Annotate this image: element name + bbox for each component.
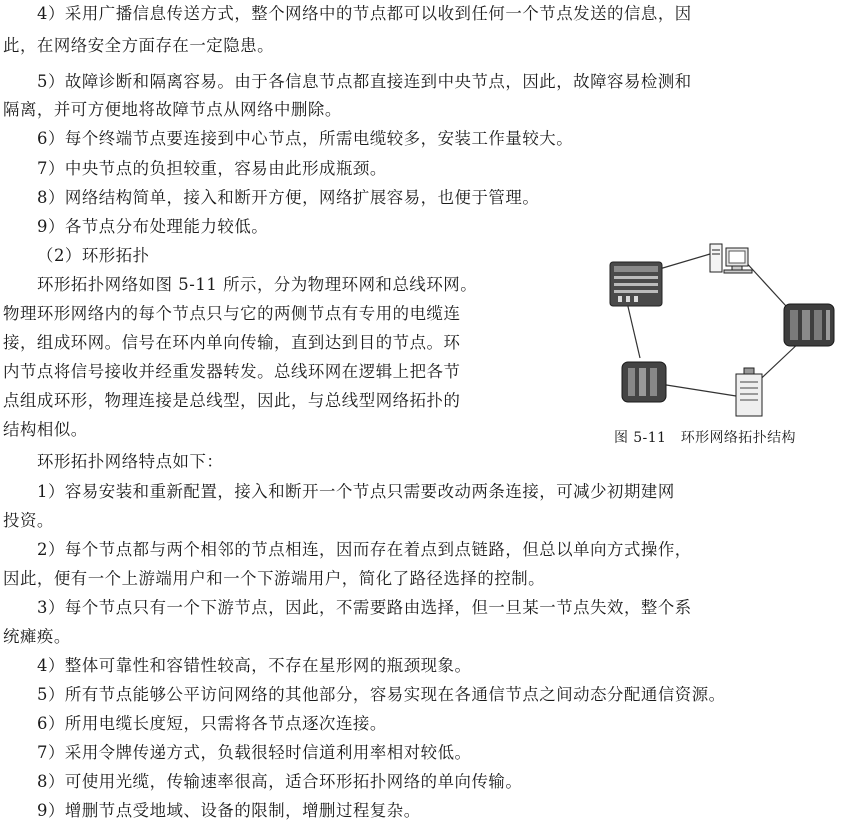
bottom-line-13: 9）增删节点受地域、设备的限制，增删过程复杂。: [37, 801, 421, 820]
ring-line-1: 环形拓扑网络如图 5-11 所示，分为物理环网和总线环网。: [37, 275, 478, 294]
bottom-line-6: 3）每个节点只有一个下游节点，因此，不需要路由选择，但一旦某一节点失效，整个系: [37, 598, 692, 617]
storage-rack-icon: [622, 362, 666, 402]
ring-line-2: 物理环形网络内的每个节点只与它的两侧节点有专用的电缆连: [3, 304, 461, 323]
bottom-line-8: 4）整体可靠性和容错性较高，不存在星形网的瓶颈现象。: [37, 656, 472, 675]
top-line-5: 6）每个终端节点要连接到中心节点，所需电缆较多，安装工作量较大。: [37, 129, 574, 148]
bottom-line-2: 1）容易安装和重新配置，接入和断开一个节点只需要改动两条连接，可减少初期建网: [37, 482, 675, 501]
bottom-line-5: 因此，便有一个上游端用户和一个下游端用户，简化了路径选择的控制。: [3, 569, 546, 588]
tower-server-icon: [736, 368, 762, 416]
top-line-4: 隔离，并可方便地将故障节点从网络中删除。: [3, 100, 342, 119]
top-line-7: 8）网络结构简单，接入和断开方便，网络扩展容易，也便于管理。: [37, 188, 540, 207]
top-line-8: 9）各节点分布处理能力较低。: [37, 217, 269, 236]
bottom-line-1: 环形拓扑网络特点如下：: [37, 452, 224, 471]
top-line-2: 此，在网络安全方面存在一定隐患。: [3, 36, 275, 55]
bottom-line-9: 5）所有节点能够公平访问网络的其他部分，容易实现在各通信节点之间动态分配通信资源。: [37, 685, 726, 704]
rack-server-icon: [610, 262, 662, 306]
ring-line-3: 接，组成环网。信号在环内单向传输，直到达到目的节点。环: [3, 333, 461, 352]
ring-topology-figure: [606, 236, 856, 448]
ring-line-6: 结构相似。: [3, 420, 88, 439]
ring-line-4: 内节点将信号接收并经重发器转发。总线环网在逻辑上把各节: [3, 362, 461, 381]
top-line-3: 5）故障诊断和隔离容易。由于各信息节点都直接连到中央节点，因此，故障容易检测和: [37, 72, 692, 91]
bottom-line-7: 统瘫痪。: [3, 627, 71, 646]
section-heading-ring: （2）环形拓扑: [37, 246, 150, 265]
ring-line-5: 点组成环形，物理连接是总线型，因此，与总线型网络拓扑的: [3, 391, 461, 410]
bottom-line-12: 8）可使用光缆，传输速率很高，适合环形拓扑网络的单向传输。: [37, 772, 523, 791]
bottom-line-3: 投资。: [3, 511, 54, 530]
bottom-line-10: 6）所用电缆长度短，只需将各节点逐次连接。: [37, 714, 387, 733]
computer-icon: [710, 244, 752, 273]
top-line-6: 7）中央节点的负担较重，容易由此形成瓶颈。: [37, 159, 387, 178]
top-line-1: 4）采用广播信息传送方式，整个网络中的节点都可以收到任何一个节点发送的信息，因: [37, 4, 692, 23]
bottom-line-4: 2）每个节点都与两个相邻的节点相连，因而存在着点到点链路，但总以单向方式操作，: [37, 540, 692, 559]
figure-caption: 图 5-11 环形网络拓扑结构: [614, 430, 796, 446]
bottom-line-11: 7）采用令牌传递方式，负载很轻时信道利用率相对较低。: [37, 743, 472, 762]
mainframe-icon: [784, 304, 834, 346]
